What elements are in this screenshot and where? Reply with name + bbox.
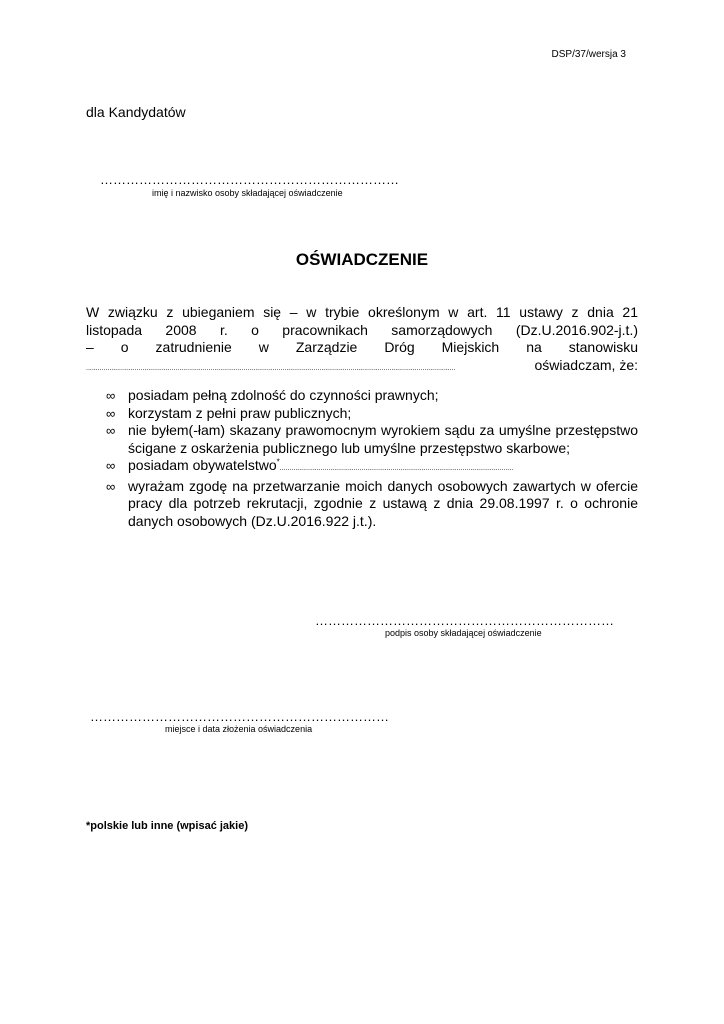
citizenship-label: posiadam obywatelstwo: [128, 457, 277, 473]
list-item: [106, 405, 638, 423]
list-item: [106, 478, 638, 531]
intro-paragraph: [86, 304, 638, 374]
list-item: [106, 457, 638, 478]
document-code: DSP/37/wersja 3: [551, 49, 626, 60]
name-field-caption: imię i nazwisko osoby składającej oświadczenie: [152, 188, 343, 198]
declaration-list: [106, 387, 638, 530]
list-item: [106, 387, 638, 405]
intro-line-4-tail: oświadczam, że:: [534, 356, 638, 373]
list-item-text: wyrażam zgodę na przetwarzanie moich danych osobowych zawartych w ofercie pracy dla potrzeb rekrutacji, zgodnie z ustawą z dnia 29.08.1997 r. o ochronie danych osobowych (Dz.U.2016.922 j.t.).: [128, 477, 638, 529]
list-item-text: [128, 457, 638, 478]
place-date-dotted-line: ……………………………………………………………: [90, 709, 389, 724]
intro-line-3: – o zatrudnienie w Zarządzie Dróg Miejskich na stanowisku: [86, 339, 638, 355]
infinity-bullet-icon: ∞: [106, 405, 116, 421]
infinity-bullet-icon: ∞: [106, 478, 116, 494]
list-item-text: korzystam z pełni praw publicznych;: [128, 404, 352, 421]
name-dotted-line: ……………………………………………………………: [100, 172, 399, 187]
list-item: [106, 422, 638, 457]
list-item-text: posiadam pełną zdolność do czynności prawnych;: [128, 387, 439, 403]
document-title: OŚWIADCZENIE: [295, 250, 429, 269]
intro-line-2: listopada 2008 r. o pracownikach samorządowych (Dz.U.2016.902-j.t.): [86, 321, 638, 338]
signature-field-caption: podpis osoby składającej oświadczenie: [385, 628, 542, 638]
intro-line-4: [86, 357, 638, 375]
audience-label: dla Kandydatów: [86, 104, 186, 120]
footnote: *polskie lub inne (wpisać jakie): [86, 820, 248, 832]
intro-line-1: W związku z ubieganiem się – w trybie określonym w art. 11 ustawy z dnia 21: [86, 304, 638, 320]
citizenship-dotted-line: ........................................................................................................................: [279, 465, 514, 472]
infinity-bullet-icon: ∞: [106, 423, 116, 438]
signature-dotted-line: ……………………………………………………………: [315, 613, 614, 628]
position-dotted-line: ..............................................................................................................................................................................................: [86, 364, 456, 372]
place-date-field-caption: miejsce i data złożenia oświadczenia: [165, 724, 313, 734]
infinity-bullet-icon: ∞: [106, 388, 116, 403]
list-item-text: nie byłem(-łam) skazany prawomocnym wyrokiem sądu za umyślne przestępstwo ścigane z oskarżenia publicznego lub umyślne przestępstwo skarbowe;: [128, 422, 638, 456]
footnote-marker: *: [276, 457, 280, 467]
infinity-bullet-icon: ∞: [106, 458, 116, 473]
